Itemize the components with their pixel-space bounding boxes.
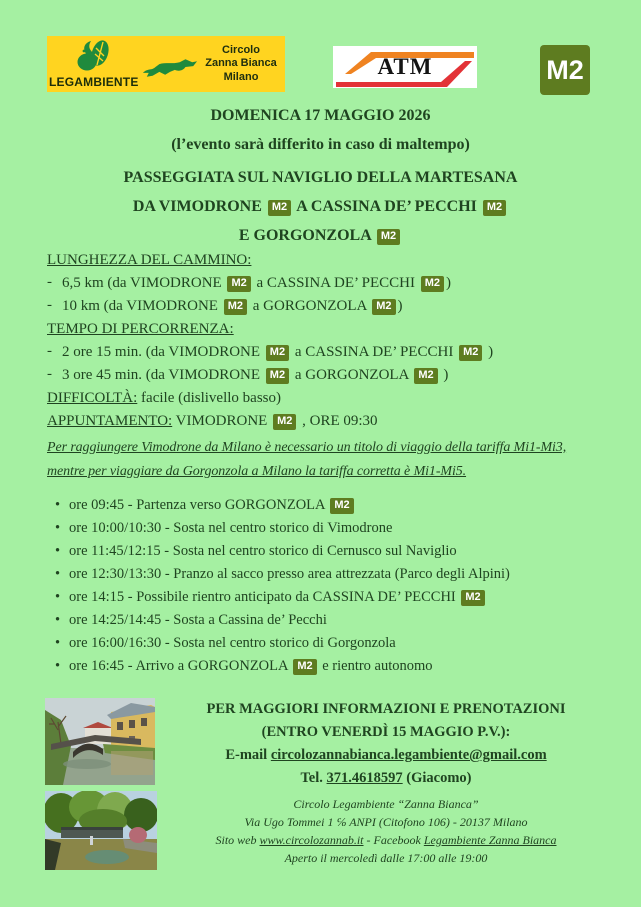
website-link[interactable]: www.circolozannab.it: [259, 833, 364, 847]
text-segment: ): [446, 275, 452, 291]
route-line-2: [0, 221, 641, 250]
text-segment: E GORGONZOLA: [238, 227, 375, 244]
text-segment: ): [397, 298, 403, 314]
event-title: PASSEGGIATA SUL NAVIGLIO DELLA MARTESANA: [123, 169, 518, 186]
route-line-1: [0, 192, 641, 221]
schedule-item: [55, 632, 605, 655]
circolo-line: Zanna Bianca: [205, 57, 277, 70]
zanna-bianca-wolf-icon: [141, 58, 199, 78]
legambiente-logo-block: [47, 36, 139, 92]
m2-metro-badge: M2: [330, 498, 353, 514]
m2-metro-badge: M2: [461, 590, 484, 606]
schedule-item: [55, 517, 605, 540]
text-segment: APPUNTAMENTO:: [47, 413, 173, 429]
schedule-item: [55, 609, 605, 632]
m2-metro-badge: M2: [273, 414, 296, 430]
deadline-line: (ENTRO VENERDÌ 15 MAGGIO P.V.):: [261, 724, 511, 740]
text-segment: ore 09:45 - Partenza verso GORGONZOLA: [69, 497, 329, 513]
schedule-item: [55, 494, 605, 517]
photos-column: [45, 698, 157, 870]
text-segment: DIFFICOLTÀ:: [47, 390, 138, 406]
schedule-item: [55, 586, 605, 609]
time-item: [47, 341, 605, 364]
legambiente-swan-icon: [75, 39, 111, 73]
atm-wordmark: ATM: [377, 54, 433, 79]
m2-metro-badge: M2: [293, 659, 316, 675]
text-segment: ore 11:45/12:15 - Sosta nel centro storico di Cernusco sul Naviglio: [69, 543, 457, 559]
time-header: TEMPO DI PERCORRENZA:: [47, 321, 234, 337]
m2-metro-badge: M2: [421, 276, 444, 292]
m2-metro-badge: M2: [414, 368, 437, 384]
opening-hours: Aperto il mercoledì dalle 17:00 alle 19:00: [284, 851, 488, 865]
difficulty-line: [47, 387, 605, 410]
text-segment: e rientro autonomo: [318, 658, 433, 674]
text-segment: ): [439, 367, 449, 383]
text-segment: E-mail: [225, 747, 271, 763]
time-item: [47, 364, 605, 387]
text-segment: A CASSINA DE’ PECCHI: [293, 198, 481, 215]
length-header: LUNGHEZZA DEL CAMMINO:: [47, 252, 252, 268]
fare-note: Per raggiungere Vimodrone da Milano è necessario un titolo di viaggio della tariffa Mi1-Mi3, mentre per viaggiare da Gorgonzola a Milano la tariffa corretta è Mi1-Mi5.: [47, 440, 567, 479]
text-segment: Tel.: [300, 770, 327, 786]
org-address: Via Ugo Tommei 1 ℅ ANPI (Citofono 106) - 20137 Milano: [244, 815, 528, 829]
schedule-item: [55, 563, 605, 586]
schedule-list: [55, 494, 605, 678]
text-segment: DA VIMODRONE: [132, 198, 266, 215]
bottom-section: [45, 698, 605, 870]
canal-bridge-yellow-house-photo: [45, 698, 155, 785]
email-line: [167, 744, 605, 767]
text-segment: a CASSINA DE’ PECCHI: [252, 275, 419, 291]
facebook-link[interactable]: Legambiente Zanna Bianca: [423, 833, 557, 847]
canal-trees-bridge-photo: [45, 791, 157, 870]
text-segment: ore 16:00/16:30 - Sosta nel centro storico di Gorgonzola: [69, 635, 396, 651]
text-segment: 10 km (da VIMODRONE: [62, 298, 222, 314]
m2-metro-logo: M2: [540, 45, 590, 95]
m2-metro-badge: M2: [459, 345, 482, 361]
zanna-bianca-wolf-block: [139, 36, 201, 92]
meeting-line: [47, 410, 605, 433]
text-segment: ore 14:25/14:45 - Sosta a Cassina de’ Pecchi: [69, 612, 327, 628]
text-segment: 6,5 km (da VIMODRONE: [62, 275, 226, 291]
circolo-line: Milano: [223, 70, 259, 83]
m2-metro-badge: M2: [227, 276, 250, 292]
m2-metro-badge: M2: [372, 299, 395, 315]
org-name: Circolo Legambiente “Zanna Bianca”: [293, 797, 479, 811]
info-title: PER MAGGIORI INFORMAZIONI E PRENOTAZIONI: [206, 701, 566, 717]
schedule-item: [55, 655, 605, 678]
circolo-line: Circolo: [222, 43, 260, 56]
text-segment: - Facebook: [363, 833, 424, 847]
m2-metro-badge: M2: [483, 200, 506, 216]
logo-row: [47, 36, 594, 93]
schedule-item: [55, 540, 605, 563]
text-segment: 2 ore 15 min. (da VIMODRONE: [62, 344, 264, 360]
text-segment: (Giacomo): [402, 770, 472, 786]
m2-metro-badge: M2: [268, 200, 291, 216]
text-segment: Sito web: [215, 833, 260, 847]
text-segment: ore 14:15 - Possibile rientro anticipato da CASSINA DE’ PECCHI: [69, 589, 460, 605]
m2-metro-badge: M2: [266, 368, 289, 384]
m2-metro-badge: M2: [224, 299, 247, 315]
text-segment: 3 ore 45 min. (da VIMODRONE: [62, 367, 264, 383]
web-line: [167, 831, 605, 849]
length-item: [47, 272, 605, 295]
text-segment: ore 12:30/13:30 - Pranzo al sacco presso area attrezzata (Parco degli Alpini): [69, 566, 510, 582]
circolo-zanna-bianca-text: [201, 36, 285, 92]
text-segment: facile (dislivello basso): [137, 390, 282, 406]
length-item: [47, 295, 605, 318]
event-date: DOMENICA 17 MAGGIO 2026: [210, 107, 431, 124]
text-segment: ore 10:00/10:30 - Sosta nel centro storico di Vimodrone: [69, 520, 393, 536]
atm-logo: [333, 46, 477, 88]
phone-link[interactable]: 371.4618597: [326, 770, 403, 786]
legambiente-zanna-bianca-logo: [47, 36, 285, 92]
phone-line: [167, 767, 605, 790]
text-segment: a GORGONZOLA: [291, 367, 413, 383]
m2-metro-badge: M2: [266, 345, 289, 361]
text-segment: VIMODRONE: [172, 413, 272, 429]
text-segment: , ORE 09:30: [298, 413, 378, 429]
legambiente-wordmark: LEGAMBIENTE: [49, 75, 139, 89]
weather-note: (l’evento sarà differito in caso di maltempo): [171, 136, 470, 153]
header: [0, 101, 641, 250]
m2-metro-badge: M2: [377, 229, 400, 245]
details-section: [47, 249, 605, 484]
email-link[interactable]: circolozannabianca.legambiente@gmail.com: [270, 747, 547, 763]
text-segment: ): [484, 344, 494, 360]
contact-block: [157, 698, 605, 870]
text-segment: a GORGONZOLA: [249, 298, 371, 314]
text-segment: a CASSINA DE’ PECCHI: [291, 344, 458, 360]
text-segment: ore 16:45 - Arrivo a GORGONZOLA: [69, 658, 292, 674]
